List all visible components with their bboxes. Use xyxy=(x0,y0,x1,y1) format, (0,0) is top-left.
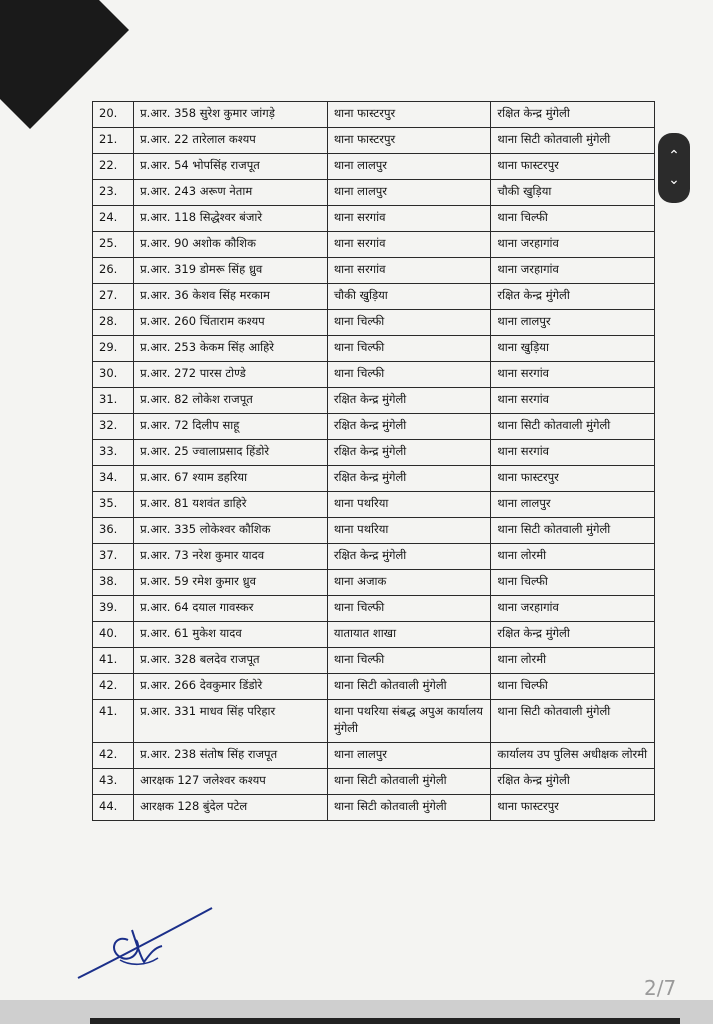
employee-name-cell: प्र.आर. 243 अरूण नेताम xyxy=(134,180,328,206)
serial-number-cell: 36. xyxy=(93,518,134,544)
new-posting-cell: थाना खुड़िया xyxy=(491,336,655,362)
new-posting-cell: थाना सिटी कोतवाली मुंगेली xyxy=(491,700,655,743)
serial-number-cell: 25. xyxy=(93,232,134,258)
serial-number-cell: 41. xyxy=(93,700,134,743)
table-row xyxy=(93,258,655,284)
current-posting-cell: थाना सिटी कोतवाली मुंगेली xyxy=(327,769,491,795)
viewer-bottom-strip xyxy=(0,1000,713,1024)
serial-number-cell: 34. xyxy=(93,466,134,492)
current-posting-cell: थाना सरगांव xyxy=(327,206,491,232)
employee-name-cell: प्र.आर. 90 अशोक कौशिक xyxy=(134,232,328,258)
table-row xyxy=(93,180,655,206)
serial-number-cell: 21. xyxy=(93,128,134,154)
table-row xyxy=(93,544,655,570)
table-row xyxy=(93,154,655,180)
new-posting-cell: थाना चिल्फी xyxy=(491,674,655,700)
table-row xyxy=(93,128,655,154)
employee-name-cell: प्र.आर. 238 संतोष सिंह राजपूत xyxy=(134,743,328,769)
current-posting-cell: रक्षित केन्द्र मुंगेली xyxy=(327,544,491,570)
employee-name-cell: प्र.आर. 72 दिलीप साहू xyxy=(134,414,328,440)
chevron-down-icon[interactable]: ⌄ xyxy=(668,172,680,188)
new-posting-cell: चौकी खुड़िया xyxy=(491,180,655,206)
current-posting-cell: थाना लालपुर xyxy=(327,180,491,206)
employee-name-cell: प्र.आर. 331 माधव सिंह परिहार xyxy=(134,700,328,743)
table-row xyxy=(93,102,655,128)
serial-number-cell: 20. xyxy=(93,102,134,128)
current-posting-cell: थाना चिल्फी xyxy=(327,310,491,336)
table-row xyxy=(93,336,655,362)
next-page-edge xyxy=(90,1018,680,1024)
table-row xyxy=(93,362,655,388)
serial-number-cell: 33. xyxy=(93,440,134,466)
serial-number-cell: 32. xyxy=(93,414,134,440)
employee-name-cell: प्र.आर. 253 केकम सिंह आहिरे xyxy=(134,336,328,362)
table-row xyxy=(93,769,655,795)
employee-name-cell: प्र.आर. 272 पारस टोण्डे xyxy=(134,362,328,388)
new-posting-cell: थाना सिटी कोतवाली मुंगेली xyxy=(491,518,655,544)
current-posting-cell: थाना पथरिया संबद्ध अपुअ कार्यालय मुंगेली xyxy=(327,700,491,743)
new-posting-cell: थाना फास्टरपुर xyxy=(491,154,655,180)
employee-name-cell: प्र.आर. 73 नरेश कुमार यादव xyxy=(134,544,328,570)
serial-number-cell: 39. xyxy=(93,596,134,622)
page-scroll-widget[interactable] xyxy=(658,133,690,203)
current-posting-cell: चौकी खुड़िया xyxy=(327,284,491,310)
employee-name-cell: प्र.आर. 260 चिंताराम कश्यप xyxy=(134,310,328,336)
serial-number-cell: 24. xyxy=(93,206,134,232)
serial-number-cell: 28. xyxy=(93,310,134,336)
current-posting-cell: रक्षित केन्द्र मुंगेली xyxy=(327,440,491,466)
new-posting-cell: थाना सरगांव xyxy=(491,388,655,414)
current-posting-cell: थाना फास्टरपुर xyxy=(327,102,491,128)
signature-icon xyxy=(70,900,220,985)
serial-number-cell: 31. xyxy=(93,388,134,414)
new-posting-cell: थाना चिल्फी xyxy=(491,206,655,232)
new-posting-cell: थाना लालपुर xyxy=(491,492,655,518)
employee-name-cell: आरक्षक 127 जलेश्वर कश्यप xyxy=(134,769,328,795)
current-posting-cell: रक्षित केन्द्र मुंगेली xyxy=(327,388,491,414)
employee-name-cell: प्र.आर. 67 श्याम डहरिया xyxy=(134,466,328,492)
table-row xyxy=(93,206,655,232)
table-row xyxy=(93,440,655,466)
current-posting-cell: यातायात शाखा xyxy=(327,622,491,648)
employee-name-cell: प्र.आर. 328 बलदेव राजपूत xyxy=(134,648,328,674)
table-row xyxy=(93,414,655,440)
employee-name-cell: प्र.आर. 82 लोकेश राजपूत xyxy=(134,388,328,414)
serial-number-cell: 37. xyxy=(93,544,134,570)
employee-name-cell: प्र.आर. 335 लोकेश्वर कौशिक xyxy=(134,518,328,544)
new-posting-cell: रक्षित केन्द्र मुंगेली xyxy=(491,622,655,648)
serial-number-cell: 41. xyxy=(93,648,134,674)
current-posting-cell: थाना चिल्फी xyxy=(327,648,491,674)
table-row xyxy=(93,518,655,544)
new-posting-cell: थाना सिटी कोतवाली मुंगेली xyxy=(491,414,655,440)
employee-name-cell: प्र.आर. 54 भोपसिंह राजपूत xyxy=(134,154,328,180)
current-posting-cell: थाना पथरिया xyxy=(327,518,491,544)
current-posting-cell: थाना अजाक xyxy=(327,570,491,596)
new-posting-cell: थाना फास्टरपुर xyxy=(491,795,655,821)
employee-name-cell: प्र.आर. 118 सिद्धेश्वर बंजारे xyxy=(134,206,328,232)
new-posting-cell: थाना सरगांव xyxy=(491,362,655,388)
serial-number-cell: 22. xyxy=(93,154,134,180)
table-row xyxy=(93,700,655,743)
current-posting-cell: थाना चिल्फी xyxy=(327,362,491,388)
employee-name-cell: प्र.आर. 36 केशव सिंह मरकाम xyxy=(134,284,328,310)
new-posting-cell: थाना लोरमी xyxy=(491,544,655,570)
current-posting-cell: थाना सिटी कोतवाली मुंगेली xyxy=(327,795,491,821)
employee-name-cell: प्र.आर. 266 देवकुमार डिंडोरे xyxy=(134,674,328,700)
serial-number-cell: 30. xyxy=(93,362,134,388)
transfer-table xyxy=(92,101,655,821)
table-row xyxy=(93,310,655,336)
table-row xyxy=(93,596,655,622)
table-row xyxy=(93,284,655,310)
current-posting-cell: रक्षित केन्द्र मुंगेली xyxy=(327,466,491,492)
serial-number-cell: 23. xyxy=(93,180,134,206)
new-posting-cell: रक्षित केन्द्र मुंगेली xyxy=(491,102,655,128)
table-row xyxy=(93,388,655,414)
current-posting-cell: थाना चिल्फी xyxy=(327,336,491,362)
table-row xyxy=(93,492,655,518)
new-posting-cell: रक्षित केन्द्र मुंगेली xyxy=(491,769,655,795)
new-posting-cell: थाना जरहागांव xyxy=(491,258,655,284)
new-posting-cell: रक्षित केन्द्र मुंगेली xyxy=(491,284,655,310)
serial-number-cell: 26. xyxy=(93,258,134,284)
employee-name-cell: प्र.आर. 358 सुरेश कुमार जांगड़े xyxy=(134,102,328,128)
current-posting-cell: थाना सिटी कोतवाली मुंगेली xyxy=(327,674,491,700)
serial-number-cell: 27. xyxy=(93,284,134,310)
current-posting-cell: थाना लालपुर xyxy=(327,743,491,769)
serial-number-cell: 38. xyxy=(93,570,134,596)
table-row xyxy=(93,466,655,492)
serial-number-cell: 43. xyxy=(93,769,134,795)
table-row xyxy=(93,570,655,596)
new-posting-cell: थाना चिल्फी xyxy=(491,570,655,596)
employee-name-cell: प्र.आर. 81 यशवंत डाहिरे xyxy=(134,492,328,518)
new-posting-cell: कार्यालय उप पुलिस अधीक्षक लोरमी xyxy=(491,743,655,769)
current-posting-cell: थाना सरगांव xyxy=(327,258,491,284)
employee-name-cell: आरक्षक 128 बुंदेल पटेल xyxy=(134,795,328,821)
new-posting-cell: थाना जरहागांव xyxy=(491,596,655,622)
serial-number-cell: 42. xyxy=(93,674,134,700)
chevron-up-icon[interactable]: ⌃ xyxy=(668,148,680,164)
table-row xyxy=(93,648,655,674)
serial-number-cell: 40. xyxy=(93,622,134,648)
serial-number-cell: 42. xyxy=(93,743,134,769)
table-row xyxy=(93,674,655,700)
page-indicator: 2/7 xyxy=(644,976,677,1000)
serial-number-cell: 35. xyxy=(93,492,134,518)
employee-name-cell: प्र.आर. 61 मुकेश यादव xyxy=(134,622,328,648)
serial-number-cell: 44. xyxy=(93,795,134,821)
current-posting-cell: थाना सरगांव xyxy=(327,232,491,258)
current-posting-cell: थाना लालपुर xyxy=(327,154,491,180)
employee-name-cell: प्र.आर. 319 डोमरू सिंह ध्रुव xyxy=(134,258,328,284)
new-posting-cell: थाना सरगांव xyxy=(491,440,655,466)
new-posting-cell: थाना लोरमी xyxy=(491,648,655,674)
transfer-table-body xyxy=(93,102,655,821)
current-posting-cell: थाना पथरिया xyxy=(327,492,491,518)
new-posting-cell: थाना फास्टरपुर xyxy=(491,466,655,492)
current-posting-cell: थाना फास्टरपुर xyxy=(327,128,491,154)
employee-name-cell: प्र.आर. 22 तारेलाल कश्यप xyxy=(134,128,328,154)
current-posting-cell: थाना चिल्फी xyxy=(327,596,491,622)
table-row xyxy=(93,622,655,648)
table-row xyxy=(93,743,655,769)
current-posting-cell: रक्षित केन्द्र मुंगेली xyxy=(327,414,491,440)
table-row xyxy=(93,232,655,258)
serial-number-cell: 29. xyxy=(93,336,134,362)
employee-name-cell: प्र.आर. 59 रमेश कुमार ध्रुव xyxy=(134,570,328,596)
new-posting-cell: थाना सिटी कोतवाली मुंगेली xyxy=(491,128,655,154)
table-row xyxy=(93,795,655,821)
employee-name-cell: प्र.आर. 64 दयाल गावस्कर xyxy=(134,596,328,622)
employee-name-cell: प्र.आर. 25 ज्वालाप्रसाद हिंडोरे xyxy=(134,440,328,466)
new-posting-cell: थाना लालपुर xyxy=(491,310,655,336)
new-posting-cell: थाना जरहागांव xyxy=(491,232,655,258)
